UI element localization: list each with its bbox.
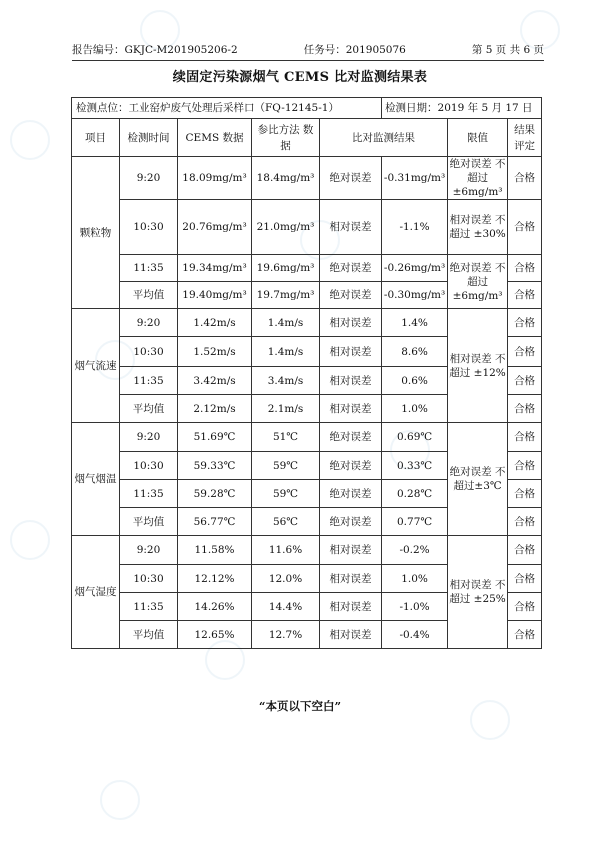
result-cell: 合格 — [508, 593, 542, 621]
time-cell: 9:20 — [120, 309, 178, 337]
ref-cell: 21.0mg/m³ — [252, 200, 320, 255]
table-row — [72, 536, 542, 565]
limit-cell: 相对误差 不超过 ±25% — [448, 536, 508, 649]
result-cell: 合格 — [508, 200, 542, 255]
time-cell: 9:20 — [120, 536, 178, 565]
result-cell: 合格 — [508, 309, 542, 337]
error-value-cell: -0.30mg/m³ — [382, 282, 448, 309]
result-cell: 合格 — [508, 423, 542, 452]
error-value-cell: 0.6% — [382, 367, 448, 395]
error-type-cell: 绝对误差 — [320, 282, 382, 309]
error-value-cell: -0.31mg/m³ — [382, 157, 448, 200]
ref-cell: 19.7mg/m³ — [252, 282, 320, 309]
error-type-cell: 绝对误差 — [320, 480, 382, 508]
page-header — [72, 42, 544, 61]
result-cell: 合格 — [508, 157, 542, 200]
error-type-cell: 绝对误差 — [320, 508, 382, 536]
ref-cell: 12.0% — [252, 565, 320, 593]
error-type-cell: 相对误差 — [320, 200, 382, 255]
error-type-cell: 绝对误差 — [320, 423, 382, 452]
blank-page-note: “本页以下空白” — [258, 699, 342, 713]
cems-cell: 59.33℃ — [178, 452, 252, 480]
watermark-seal — [100, 780, 140, 820]
result-cell: 合格 — [508, 508, 542, 536]
ref-cell: 2.1m/s — [252, 395, 320, 423]
ref-cell: 12.7% — [252, 621, 320, 649]
table-row — [72, 157, 542, 200]
ref-cell: 18.4mg/m³ — [252, 157, 320, 200]
result-cell: 合格 — [508, 395, 542, 423]
error-type-cell: 绝对误差 — [320, 157, 382, 200]
ref-cell: 59℃ — [252, 452, 320, 480]
error-type-cell: 相对误差 — [320, 621, 382, 649]
item-name: 烟气烟温 — [72, 423, 120, 536]
ref-cell: 14.4% — [252, 593, 320, 621]
result-cell: 合格 — [508, 367, 542, 395]
time-cell: 平均值 — [120, 508, 178, 536]
error-value-cell: 1.0% — [382, 565, 448, 593]
error-type-cell: 相对误差 — [320, 536, 382, 565]
time-cell: 11:35 — [120, 367, 178, 395]
ref-cell: 56℃ — [252, 508, 320, 536]
error-value-cell: -0.4% — [382, 621, 448, 649]
item-name: 烟气流速 — [72, 309, 120, 423]
cems-cell: 20.76mg/m³ — [178, 200, 252, 255]
col-header-limit: 限值 — [448, 119, 508, 157]
item-name: 烟气湿度 — [72, 536, 120, 649]
report-number: 报告编号：GKJC-M201905206-2 — [72, 44, 238, 56]
error-value-cell: -1.1% — [382, 200, 448, 255]
time-cell: 平均值 — [120, 395, 178, 423]
watermark-seal — [10, 120, 50, 160]
watermark-seal — [10, 520, 50, 560]
limit-cell: 绝对误差 不超过±3℃ — [448, 423, 508, 536]
time-cell: 平均值 — [120, 621, 178, 649]
table-row — [72, 309, 542, 337]
ref-cell: 1.4m/s — [252, 337, 320, 367]
result-cell: 合格 — [508, 255, 542, 282]
error-value-cell: -1.0% — [382, 593, 448, 621]
col-header-item: 项目 — [72, 119, 120, 157]
error-value-cell: 0.69℃ — [382, 423, 448, 452]
col-header-time: 检测时间 — [120, 119, 178, 157]
time-cell: 9:20 — [120, 157, 178, 200]
time-cell: 10:30 — [120, 565, 178, 593]
error-value-cell: 8.6% — [382, 337, 448, 367]
time-cell: 11:35 — [120, 480, 178, 508]
sampling-point: 检测点位：工业窑炉废气处理后采样口（FQ-12145-1） — [72, 98, 382, 119]
test-date: 检测日期：2019 年 5 月 17 日 — [382, 98, 542, 119]
error-value-cell: 1.0% — [382, 395, 448, 423]
error-value-cell: 0.77℃ — [382, 508, 448, 536]
cems-cell: 1.52m/s — [178, 337, 252, 367]
cems-cell: 1.42m/s — [178, 309, 252, 337]
result-cell: 合格 — [508, 565, 542, 593]
limit-cell: 相对误差 不超过 ±30% — [448, 200, 508, 255]
error-type-cell: 绝对误差 — [320, 255, 382, 282]
task-number: 任务号：201905076 — [303, 44, 406, 56]
cems-cell: 12.65% — [178, 621, 252, 649]
results-table — [71, 97, 542, 649]
error-value-cell: 0.28℃ — [382, 480, 448, 508]
error-type-cell: 相对误差 — [320, 337, 382, 367]
table-row — [72, 200, 542, 255]
cems-cell: 59.28℃ — [178, 480, 252, 508]
error-type-cell: 相对误差 — [320, 395, 382, 423]
result-cell: 合格 — [508, 282, 542, 309]
ref-cell: 51℃ — [252, 423, 320, 452]
result-cell: 合格 — [508, 621, 542, 649]
page-number: 第 5 页 共 6 页 — [471, 44, 544, 56]
limit-cell: 相对误差 不超过 ±12% — [448, 309, 508, 423]
result-cell: 合格 — [508, 452, 542, 480]
table-row — [72, 255, 542, 282]
result-cell: 合格 — [508, 480, 542, 508]
col-header-conclusion: 结果 评定 — [508, 119, 542, 157]
ref-cell: 11.6% — [252, 536, 320, 565]
ref-cell: 3.4m/s — [252, 367, 320, 395]
error-value-cell: -0.26mg/m³ — [382, 255, 448, 282]
ref-cell: 19.6mg/m³ — [252, 255, 320, 282]
page-title: 续固定污染源烟气 CEMS 比对监测结果表 — [172, 70, 428, 85]
table-row — [72, 423, 542, 452]
error-value-cell: 0.33℃ — [382, 452, 448, 480]
col-header-ref: 参比方法 数据 — [252, 119, 320, 157]
error-value-cell: 1.4% — [382, 309, 448, 337]
error-type-cell: 相对误差 — [320, 565, 382, 593]
time-cell: 11:35 — [120, 593, 178, 621]
limit-cell: 绝对误差 不超过 ±6mg/m³ — [448, 157, 508, 200]
cems-cell: 19.34mg/m³ — [178, 255, 252, 282]
cems-cell: 19.40mg/m³ — [178, 282, 252, 309]
time-cell: 9:20 — [120, 423, 178, 452]
limit-cell: 绝对误差 不超过 ±6mg/m³ — [448, 255, 508, 309]
time-cell: 10:30 — [120, 452, 178, 480]
cems-cell: 56.77℃ — [178, 508, 252, 536]
cems-cell: 14.26% — [178, 593, 252, 621]
time-cell: 10:30 — [120, 337, 178, 367]
cems-cell: 3.42m/s — [178, 367, 252, 395]
error-type-cell: 相对误差 — [320, 367, 382, 395]
time-cell: 11:35 — [120, 255, 178, 282]
result-cell: 合格 — [508, 536, 542, 565]
result-cell: 合格 — [508, 337, 542, 367]
cems-cell: 2.12m/s — [178, 395, 252, 423]
ref-cell: 59℃ — [252, 480, 320, 508]
cems-cell: 51.69℃ — [178, 423, 252, 452]
error-type-cell: 相对误差 — [320, 593, 382, 621]
time-cell: 平均值 — [120, 282, 178, 309]
error-type-cell: 绝对误差 — [320, 452, 382, 480]
item-name: 颗粒物 — [72, 157, 120, 309]
time-cell: 10:30 — [120, 200, 178, 255]
col-header-cems: CEMS 数据 — [178, 119, 252, 157]
ref-cell: 1.4m/s — [252, 309, 320, 337]
error-type-cell: 相对误差 — [320, 309, 382, 337]
cems-cell: 18.09mg/m³ — [178, 157, 252, 200]
col-header-compare: 比对监测结果 — [320, 119, 448, 157]
cems-cell: 12.12% — [178, 565, 252, 593]
cems-cell: 11.58% — [178, 536, 252, 565]
error-value-cell: -0.2% — [382, 536, 448, 565]
